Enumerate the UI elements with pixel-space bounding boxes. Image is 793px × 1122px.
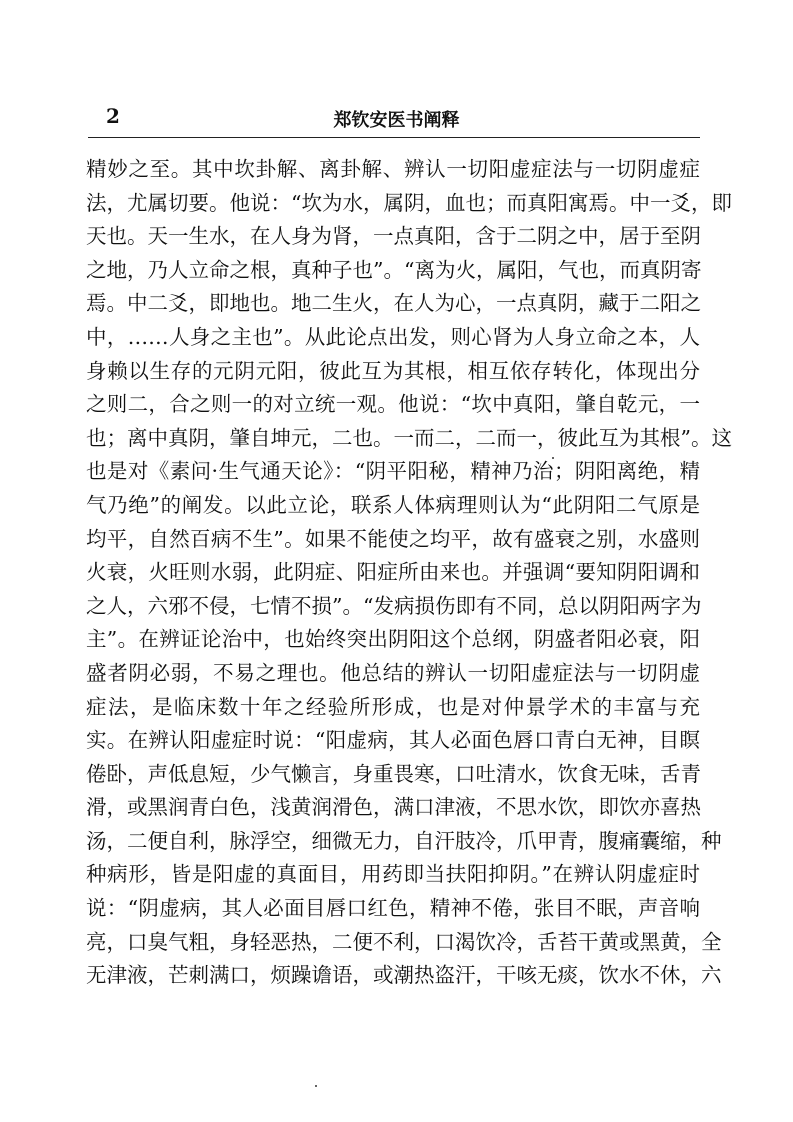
text-line: 也；离中真阴，肇自坤元，二也。一而二，二而一，彼此互为其根”。这 <box>86 425 732 450</box>
text-line: 滑，或黑润青白色，浅黄润滑色，满口津液，不思水饮，即饮亦喜热 <box>86 795 701 820</box>
text-line: 也是对《素问·生气通天论》：“阴平阳秘，精神乃治；阴阳离绝，精 <box>86 459 700 484</box>
text-line: 焉。中二爻，即地也。地二生火，在人为心，一点真阴，藏于二阳之 <box>86 291 701 316</box>
text-line: 实。在辨认阳虚症时说：“阳虚病，其人必面色唇口青白无神，目瞑 <box>86 728 700 753</box>
text-line: 倦卧，声低息短，少气懒言，身重畏寒，口吐清水，饮食无味，舌青 <box>86 761 701 786</box>
scan-speck <box>315 1085 317 1087</box>
text-line: 之则二，合之则一的对立统一观。他说：“坎中真阳，肇自乾元，一 <box>86 392 700 417</box>
running-title: 郑钦安医书阐释 <box>333 110 460 131</box>
text-line: 无津液，芒刺满口，烦躁谵语，或潮热盗汗，干咳无痰，饮水不休，六 <box>86 963 722 988</box>
text-line: 盛者阴必弱，不易之理也。他总结的辨认一切阳虚症法与一切阴虚 <box>86 660 700 685</box>
text-line: 之地，乃人立命之根，真种子也”。“离为火，属阳，气也，而真阴寄 <box>86 257 702 282</box>
text-line: 症法，是临床数十年之经验所形成，也是对仲景学术的丰富与充 <box>86 694 700 719</box>
text-line: 之人，六邪不侵，七情不损”。“发病损伤即有不同，总以阴阳两字为 <box>86 593 702 618</box>
body-text <box>86 153 732 993</box>
text-line: 种病形，皆是阳虚的真面目，用药即当扶阳抑阴。”在辨认阴虚症时 <box>86 862 700 887</box>
text-line: 汤，二便自利，脉浮空，细微无力，自汗肢冷，爪甲青，腹痛囊缩，种 <box>86 828 722 853</box>
text-line: 天也。天一生水，在人身为肾，一点真阳，含于二阴之中，居于至阴 <box>86 224 701 249</box>
text-line: 中，……人身之主也”。从此论点出发，则心肾为人身立命之本，人 <box>86 324 700 349</box>
text-line: 气乃绝”的阐发。以此立论，联系人体病理则认为“此阴阳二气原是 <box>86 492 700 517</box>
text-line: 主”。在辨证论治中，也始终突出阴阳这个总纲，阴盛者阳必衰，阳 <box>86 627 700 652</box>
text-line: 法，尤属切要。他说：“坎为水，属阴，血也；而真阳寓焉。中一爻，即 <box>86 190 732 215</box>
text-line: 说：“阴虚病，其人必面目唇口红色，精神不倦，张目不眠，声音响 <box>86 896 700 921</box>
scan-speck <box>552 457 554 459</box>
text-line: 精妙之至。其中坎卦解、离卦解、辨认一切阳虚症法与一切阴虚症 <box>86 157 700 181</box>
text-line: 火衰，火旺则水弱，此阴症、阳症所由来也。并强调“要知阴阳调和 <box>86 560 700 585</box>
text-line: 身赖以生存的元阴元阳，彼此互为其根，相互依存转化，体现出分 <box>86 358 700 383</box>
header-rule <box>88 137 700 138</box>
text-line: 均平，自然百病不生”。如果不能使之均平，故有盛衰之别，水盛则 <box>86 526 700 551</box>
page-number: 2 <box>106 104 120 128</box>
text-line: 亮，口臭气粗，身轻恶热，二便不利，口渴饮冷，舌苔干黄或黑黄，全 <box>86 929 722 954</box>
